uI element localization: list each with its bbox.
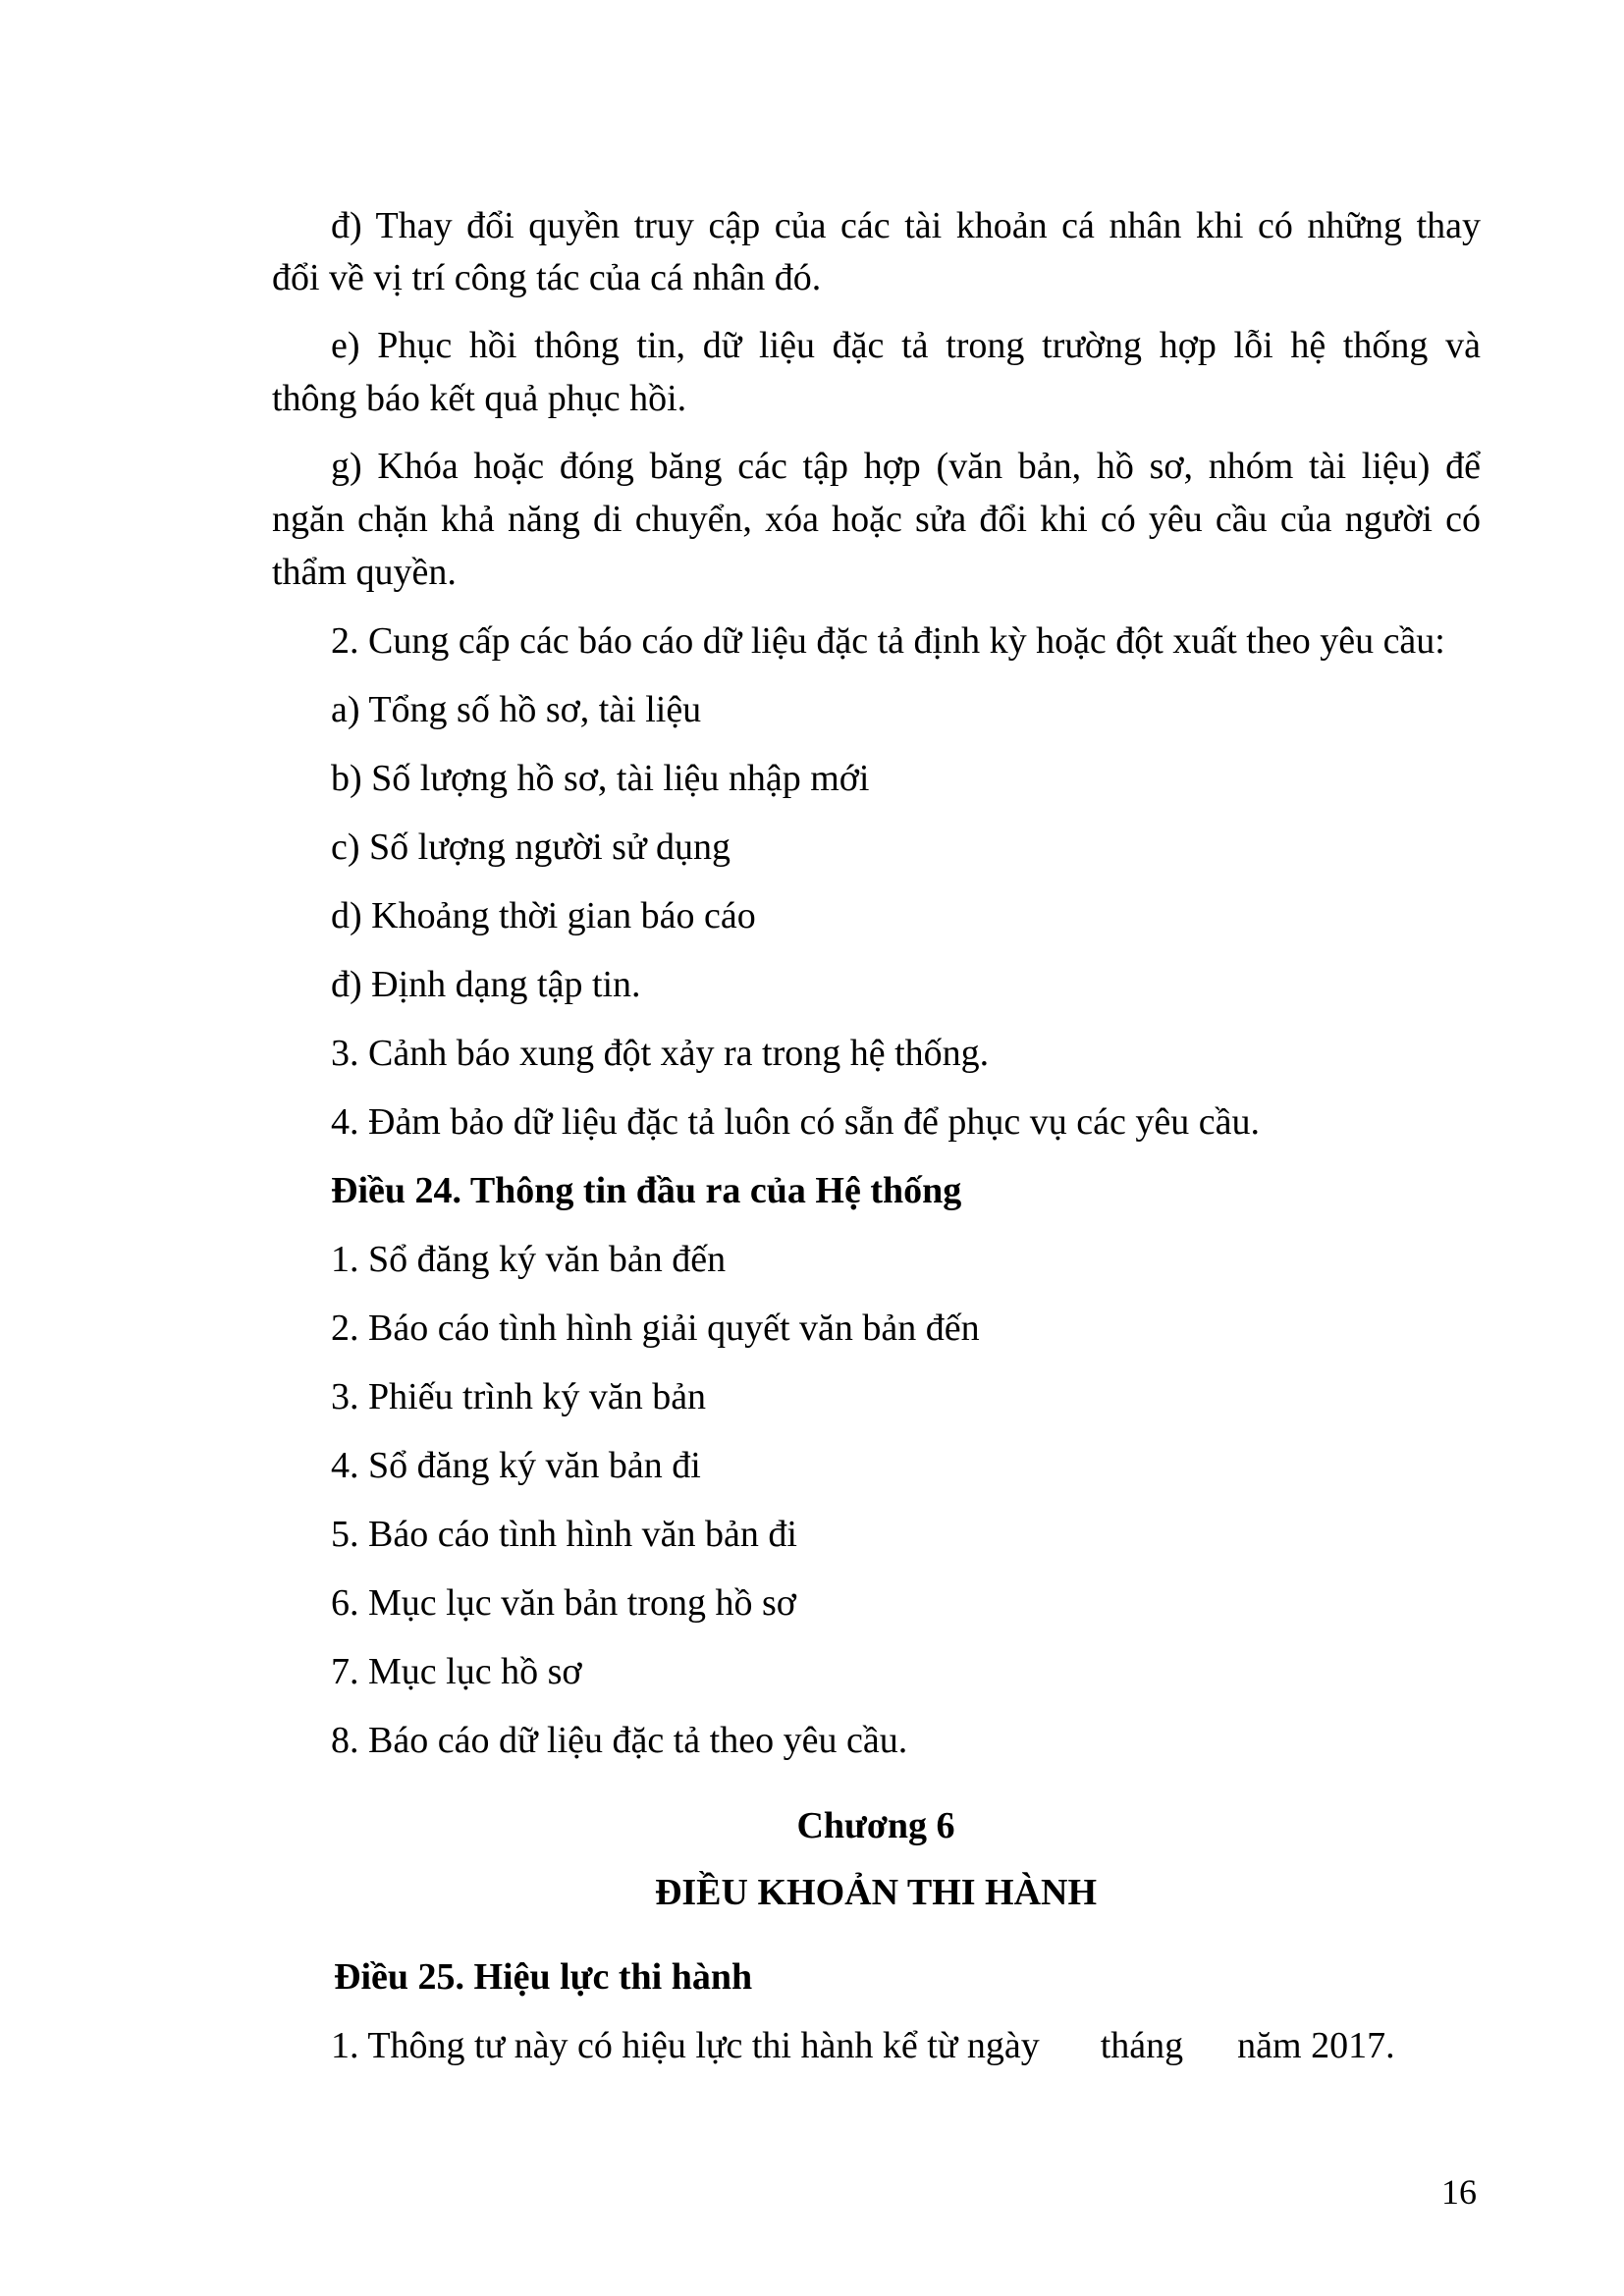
list-item-2b: b) Số lượng hồ sơ, tài liệu nhập mới <box>331 758 870 799</box>
article-24-item-1: 1. Sổ đăng ký văn bản đến <box>331 1239 727 1280</box>
article-24-item-3: 3. Phiếu trình ký văn bản <box>331 1376 707 1417</box>
paragraph-e-line1: e) Phục hồi thông tin, dữ liệu đặc tả trong trường hợp lỗi hệ thống và <box>331 325 1481 366</box>
paragraph-e-line2: thông báo kết quả phục hồi. <box>272 378 687 419</box>
article-24-item-5: 5. Báo cáo tình hình văn bản đi <box>331 1514 797 1555</box>
article-25-item-1-text: 1. Thông tư này có hiệu lực thi hành kể từ ngày <box>331 2025 1040 2066</box>
chapter-number: Chương 6 <box>796 1805 955 1846</box>
article-24-heading: Điều 24. Thông tin đầu ra của Hệ thống <box>331 1170 962 1211</box>
article-24-item-2: 2. Báo cáo tình hình giải quyết văn bản đến <box>331 1308 980 1349</box>
list-item-3: 3. Cảnh báo xung đột xảy ra trong hệ thống. <box>331 1033 990 1074</box>
article-25-heading: Điều 25. Hiệu lực thi hành <box>334 1956 753 1998</box>
list-item-2: 2. Cung cấp các báo cáo dữ liệu đặc tả định kỳ hoặc đột xuất theo yêu cầu: <box>331 620 1445 662</box>
paragraph-d-bar-line1: đ) Thay đổi quyền truy cập của các tài khoản cá nhân khi có những thay <box>331 205 1481 246</box>
article-24-item-6: 6. Mục lục văn bản trong hồ sơ <box>331 1582 796 1624</box>
article-25-item-1 <box>331 2020 1395 2071</box>
paragraph-d-bar-line2: đổi về vị trí công tác của cá nhân đó. <box>272 257 822 298</box>
article-24-item-8: 8. Báo cáo dữ liệu đặc tả theo yêu cầu. <box>331 1720 908 1761</box>
article-25-month-label: tháng <box>1100 2025 1184 2066</box>
list-item-2c: c) Số lượng người sử dụng <box>331 827 731 868</box>
paragraph-g-line2: ngăn chặn khả năng di chuyển, xóa hoặc sửa đổi khi có yêu cầu của người có <box>272 499 1481 540</box>
page-number: 16 <box>1441 2172 1477 2212</box>
article-24-item-4: 4. Sổ đăng ký văn bản đi <box>331 1445 701 1486</box>
paragraph-g-line3: thẩm quyền. <box>272 552 457 593</box>
article-24-item-7: 7. Mục lục hồ sơ <box>331 1651 582 1692</box>
list-item-2a: a) Tổng số hồ sơ, tài liệu <box>331 689 702 730</box>
list-item-2d-bar: đ) Định dạng tập tin. <box>331 964 641 1005</box>
article-25-year-label: năm 2017. <box>1237 2025 1395 2066</box>
list-item-2d: d) Khoảng thời gian báo cáo <box>331 895 756 936</box>
chapter-title: ĐIỀU KHOẢN THI HÀNH <box>654 1872 1098 1913</box>
paragraph-g-line1: g) Khóa hoặc đóng băng các tập hợp (văn bản, hồ sơ, nhóm tài liệu) để <box>331 446 1481 487</box>
list-item-4: 4. Đảm bảo dữ liệu đặc tả luôn có sẵn để phục vụ các yêu cầu. <box>331 1101 1260 1143</box>
